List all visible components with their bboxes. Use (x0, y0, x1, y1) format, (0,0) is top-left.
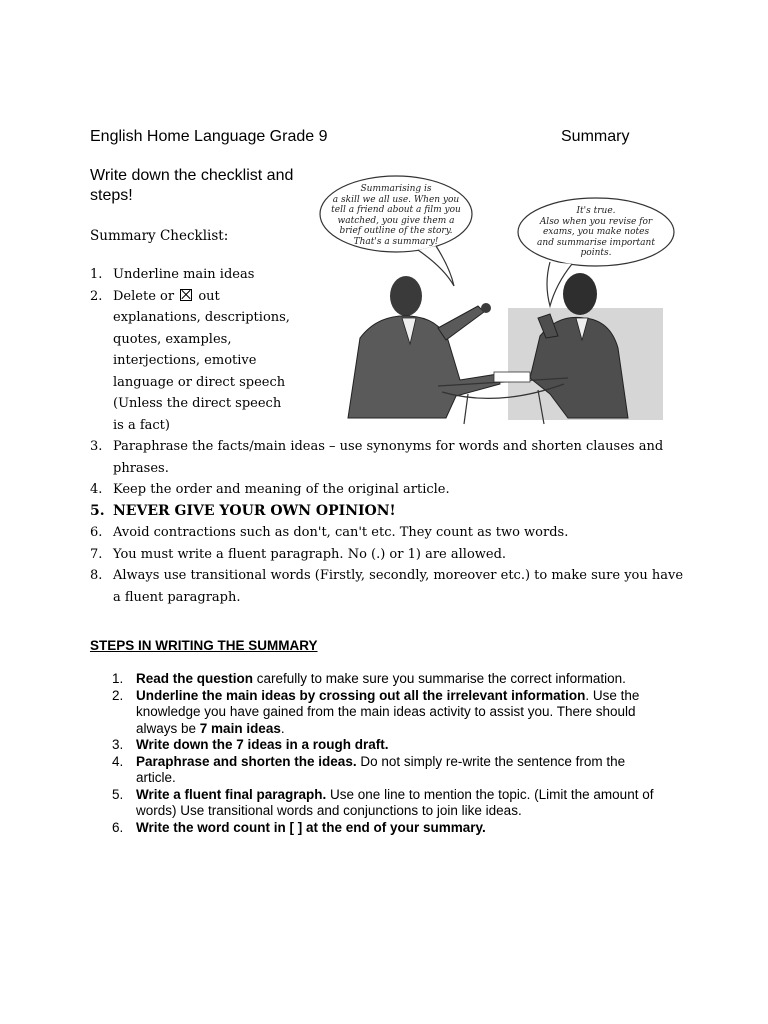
step-number: 6. (112, 819, 124, 835)
step-text: . Use the knowledge you have gained from the main ideas activity to assist you. There should always be (136, 687, 640, 736)
checklist-title: Summary Checklist: (90, 228, 229, 244)
subject-heading: English Home Language Grade 9 (90, 128, 328, 145)
step-bold-text: Write the word count in [ ] at the end of your summary. (136, 819, 486, 835)
left-bubble-line: That's a summary! (353, 236, 439, 247)
step-text: carefully to make sure you summarise the correct information. (253, 671, 626, 686)
checklist-number: 3. (90, 439, 103, 454)
right-bubble-line: It's true. (576, 206, 616, 216)
checklist-number: 8. (90, 568, 103, 583)
checklist-text: Paraphrase the facts/main ideas – use synonyms for words and shorten clauses and phrases. (113, 439, 664, 476)
checklist-text-before: Delete or (113, 288, 175, 304)
checklist-item (90, 501, 690, 523)
checklist-text: Avoid contractions such as don't, can't etc. They count as two words. (113, 525, 569, 540)
right-bubble-line: Also when you revise for (539, 216, 653, 227)
right-bubble-line: exams, you make notes (542, 227, 650, 237)
right-bubble-line: points. (580, 248, 612, 258)
checklist-text: Underline main ideas (113, 267, 255, 282)
checklist-number: 5. (90, 502, 105, 519)
checklist-text: Always use transitional words (Firstly, secondly, moreover etc.) to make sure you have a fluent paragraph. (113, 568, 684, 605)
step-bold-text-2: 7 main ideas (199, 720, 281, 736)
step-item (112, 787, 657, 820)
step-number: 4. (112, 753, 124, 769)
checklist-item (90, 436, 690, 479)
left-bubble-line: a skill we all use. When you (332, 194, 460, 205)
checklist-number: 2. (90, 288, 103, 304)
right-bubble-text (524, 206, 668, 259)
checklist-number: 4. (90, 482, 103, 497)
step-item (112, 688, 657, 738)
checklist-number: 7. (90, 546, 103, 562)
step-bold-text: Paraphrase and shorten the ideas. (136, 753, 357, 769)
step-item (112, 754, 657, 787)
checklist-item (90, 565, 690, 608)
summary-checklist (90, 264, 690, 608)
step-bold-text: Underline the main ideas by crossing out all the irrelevant information (136, 687, 586, 703)
checklist-text: You must write a fluent paragraph. No (.) or 1) are allowed. (113, 546, 507, 562)
checklist-item (90, 522, 690, 544)
step-text: Do not simply re-write the sentence from the article. (136, 753, 626, 785)
step-number: 2. (112, 687, 124, 703)
steps-list (112, 671, 657, 836)
step-item (112, 820, 657, 837)
step-number: 1. (112, 671, 124, 686)
step-item (112, 671, 657, 688)
left-bubble-text (326, 184, 466, 247)
step-item (112, 737, 657, 754)
left-bubble-line: brief outline of the story. (339, 226, 453, 236)
left-bubble-line: Summarising is (360, 184, 432, 194)
checklist-number: 6. (90, 525, 103, 540)
step-bold-text: Read the question (136, 671, 254, 686)
right-bubble-line: and summarise important (537, 237, 655, 248)
step-number: 5. (112, 786, 124, 802)
step-bold-text: Write down the 7 ideas in a rough draft. (136, 737, 389, 752)
left-bubble-line: tell a friend about a film you (331, 205, 461, 215)
instruction-text: Write down the checklist and steps! (90, 167, 294, 204)
steps-title: STEPS IN WRITING THE SUMMARY (90, 638, 318, 653)
checklist-item (90, 264, 690, 286)
checklist-item (90, 479, 690, 501)
step-number: 3. (112, 737, 124, 752)
checklist-item (90, 286, 690, 437)
step-bold-text: Write a fluent final paragraph. (136, 786, 327, 802)
checklist-item (90, 544, 690, 566)
step-text: Use one line to mention the topic. (Limit the amount of words) Use transitional words and conjunctions to join like ideas. (136, 786, 654, 818)
checklist-text-after: out explanations, descriptions, quotes, examples, interjections, emotive language or direct speech (Unless the direct speech is a fact) (113, 288, 290, 433)
topic-heading: Summary (561, 128, 630, 145)
checklist-text: NEVER GIVE YOUR OWN OPINION! (113, 502, 396, 519)
checklist-text: Keep the order and meaning of the original article. (113, 482, 450, 497)
crossed-box-icon (180, 289, 192, 301)
step-text-2: . (280, 720, 285, 736)
checklist-number: 1. (90, 267, 103, 282)
left-bubble-line: watched, you give them a (337, 215, 455, 226)
